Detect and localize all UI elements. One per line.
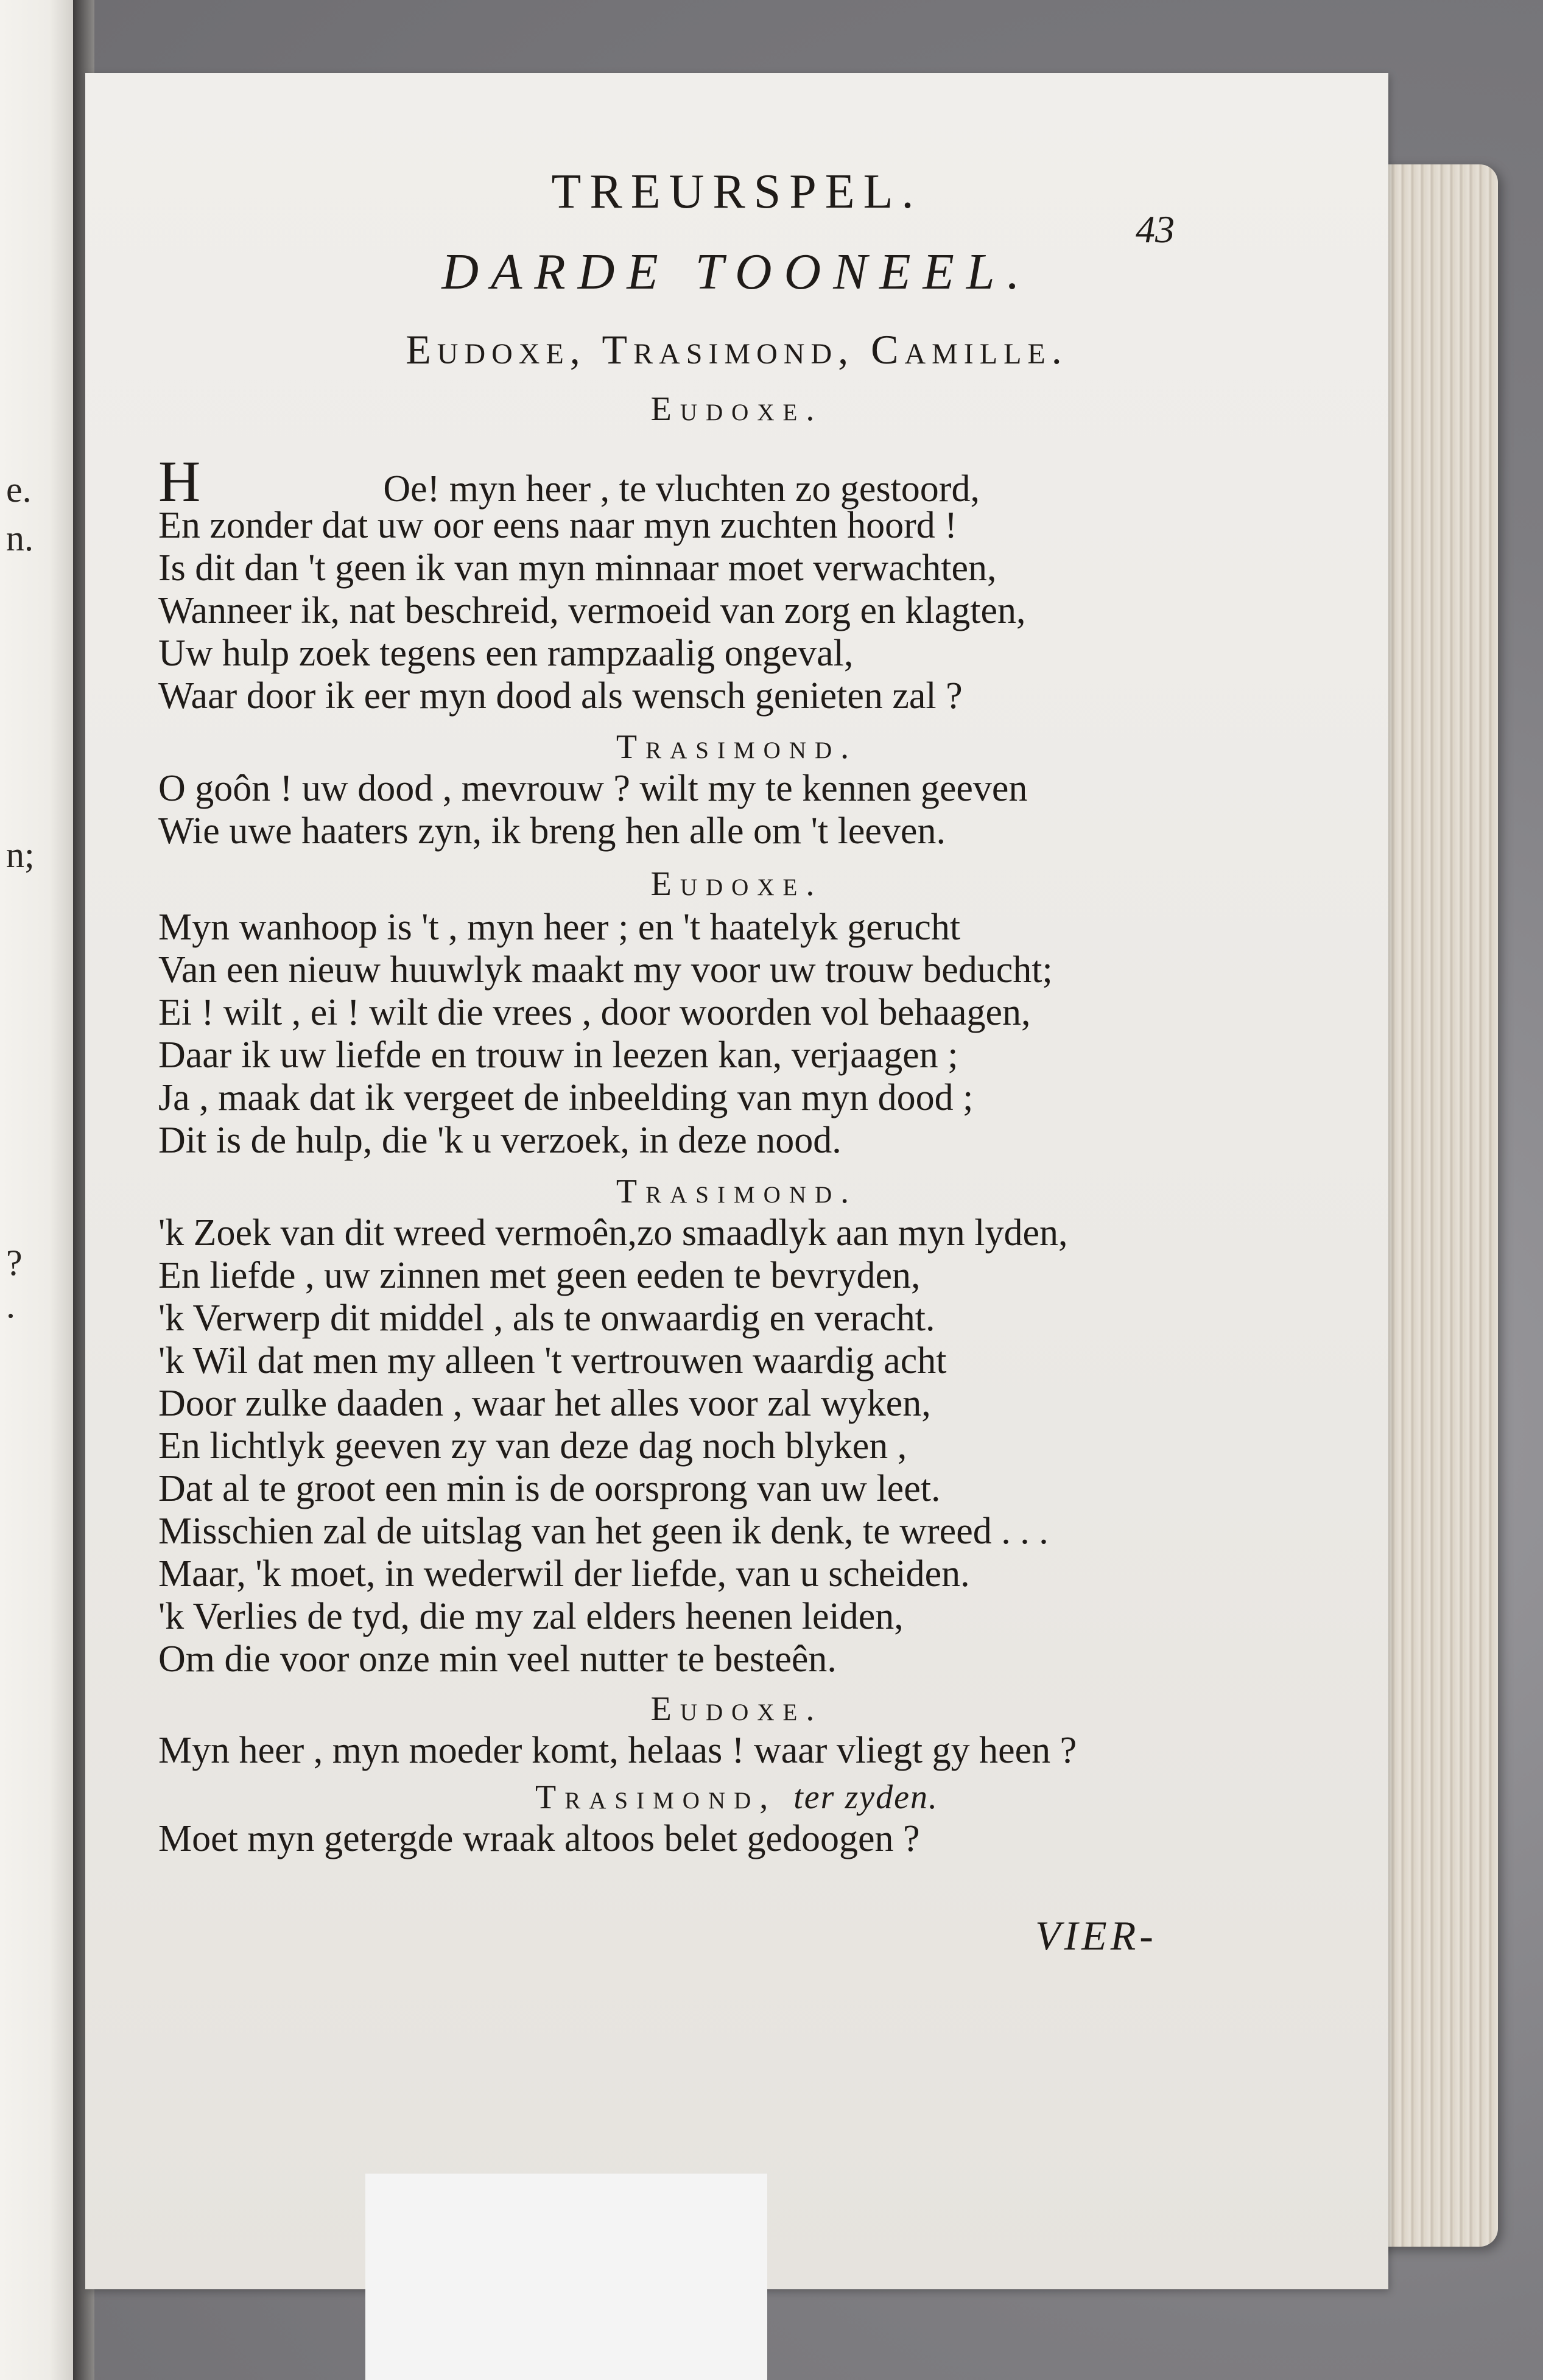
verse-line xyxy=(158,449,1254,514)
verse-line: Is dit dan 't geen ik van myn minnaar moet verwachten, xyxy=(158,547,997,589)
speaker-heading: Eudoxe. xyxy=(650,1690,823,1728)
speaker-name: Trasimond, xyxy=(535,1778,777,1816)
scene-title: DARDE TOONEEL. xyxy=(441,244,1032,300)
stage-direction: ter zyden. xyxy=(793,1778,938,1816)
verse-line: Maar, 'k moet, in wederwil der liefde, van u scheiden. xyxy=(158,1553,970,1595)
left-facing-page xyxy=(0,0,82,2380)
left-page-fragment: n. xyxy=(6,518,33,558)
verse-line: Myn wanhoop is 't , myn heer ; en 't haatelyk gerucht xyxy=(158,907,961,948)
verse-line: Ei ! wilt , ei ! wilt die vrees , door woorden vol behaagen, xyxy=(158,992,1031,1033)
left-page-fragment: ? xyxy=(6,1243,23,1283)
speaker-heading: Trasimond. xyxy=(616,728,858,766)
verse-line: Waar door ik eer myn dood als wensch genieten zal ? xyxy=(158,675,963,717)
speaker-heading: Eudoxe. xyxy=(650,865,823,903)
verse-text: Oe! myn heer , te vluchten zo gestoord, xyxy=(383,468,980,510)
verse-line: Dat al te groot een min is de oorsprong van uw leet. xyxy=(158,1468,941,1509)
redaction-box xyxy=(365,2174,767,2380)
verse-line: 'k Verlies de tyd, die my zal elders heenen leiden, xyxy=(158,1596,904,1637)
drop-cap: H xyxy=(158,449,201,514)
speaker-heading xyxy=(85,1778,1388,1817)
verse-line: Uw hulp zoek tegens een rampzaalig ongeval, xyxy=(158,633,854,674)
page-number: 43 xyxy=(1136,208,1175,251)
verse-line: Wie uwe haaters zyn, ik breng hen alle om 't leeven. xyxy=(158,810,946,852)
catchword: VIER- xyxy=(1035,1912,1157,1959)
verse-line: Moet myn getergde wraak altoos belet gedoogen ? xyxy=(158,1818,920,1859)
verse-line: 'k Zoek van dit wreed vermoên,zo smaadlyk aan myn lyden, xyxy=(158,1212,1068,1254)
verse-line: Door zulke daaden , waar het alles voor zal wyken, xyxy=(158,1383,931,1424)
verse-line: Dit is de hulp, die 'k u verzoek, in deze nood. xyxy=(158,1120,842,1161)
verse-line: Van een nieuw huuwlyk maakt my voor uw trouw beducht; xyxy=(158,949,1053,991)
verse-line: Wanneer ik, nat beschreid, vermoeid van zorg en klagten, xyxy=(158,590,1026,631)
verse-line: En zonder dat uw oor eens naar myn zuchten hoord ! xyxy=(158,505,957,546)
verse-line: 'k Verwerp dit middel , als te onwaardig en veracht. xyxy=(158,1297,935,1339)
speaker-heading: Eudoxe. xyxy=(650,390,823,428)
book-page xyxy=(85,73,1388,2289)
verse-line: Daar ik uw liefde en trouw in leezen kan, verjaagen ; xyxy=(158,1034,958,1076)
verse-line: Myn heer , myn moeder komt, helaas ! waar vliegt gy heen ? xyxy=(158,1730,1077,1771)
left-page-fragment: e. xyxy=(6,469,32,510)
verse-line: En liefde , uw zinnen met geen eeden te bevryden, xyxy=(158,1255,921,1296)
following-leaves-edge xyxy=(1376,164,1498,2247)
verse-line: 'k Wil dat men my alleen 't vertrouwen waardig acht xyxy=(158,1340,947,1381)
verse-line: Misschien zal de uitslag van het geen ik denk, te wreed . . . xyxy=(158,1511,1049,1552)
speaker-heading: Trasimond. xyxy=(616,1173,858,1210)
left-page-fragment: n; xyxy=(6,835,35,875)
verse-line: O goôn ! uw dood , mevrouw ? wilt my te kennen geeven xyxy=(158,768,1028,809)
running-head: TREURSPEL. xyxy=(551,165,923,219)
character-list: Eudoxe, Trasimond, Camille. xyxy=(406,326,1068,373)
verse-line: Om die voor onze min veel nutter te besteên. xyxy=(158,1638,837,1680)
verse-line: Ja , maak dat ik vergeet de inbeelding van myn dood ; xyxy=(158,1077,974,1118)
left-page-fragment: . xyxy=(6,1285,15,1325)
verse-line: En lichtlyk geeven zy van deze dag noch blyken , xyxy=(158,1425,907,1467)
